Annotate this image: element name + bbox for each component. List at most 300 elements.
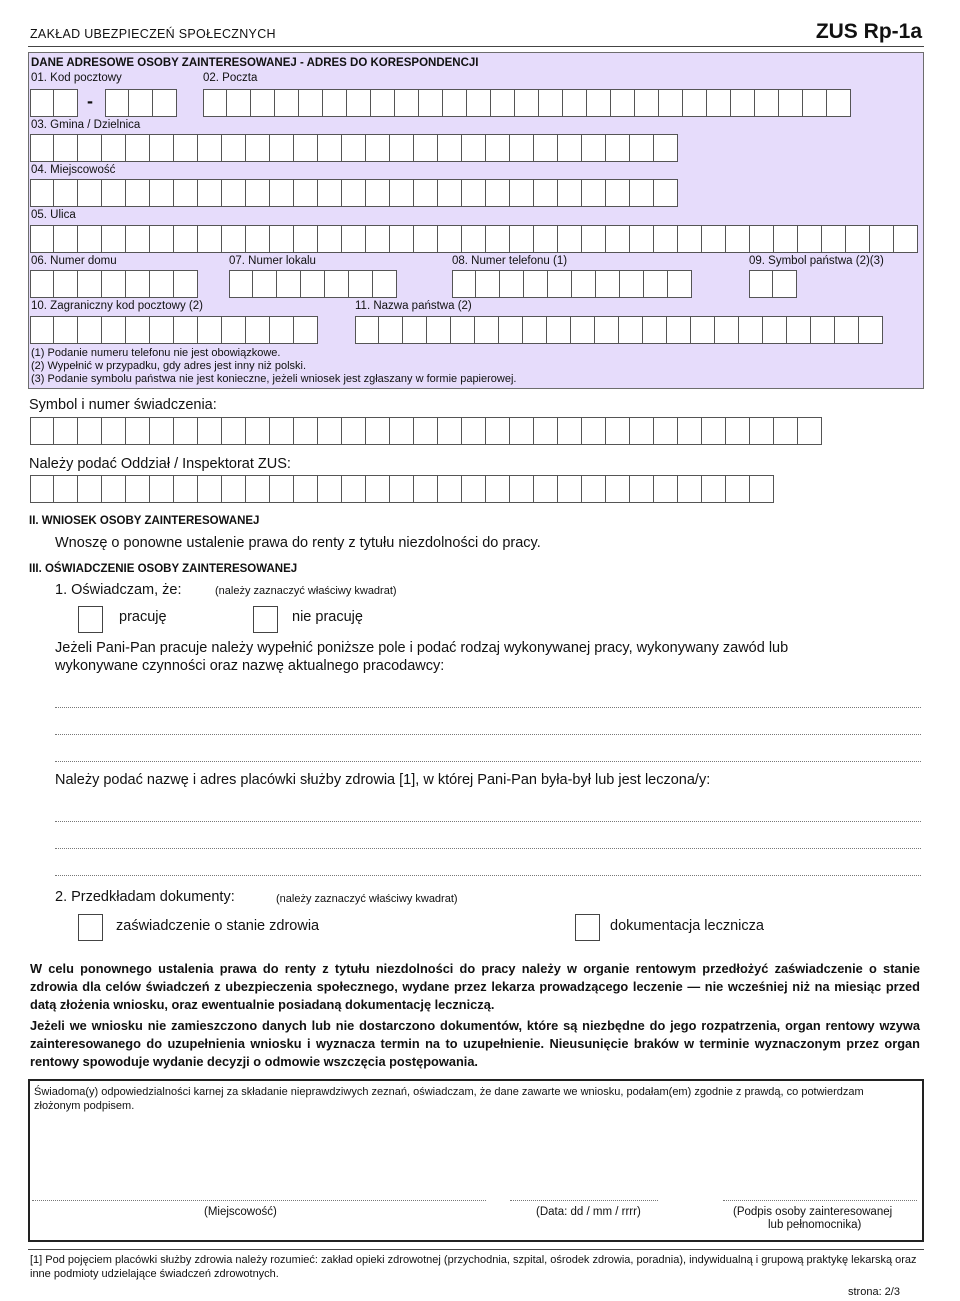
country-symbol-field[interactable]: [749, 270, 797, 298]
char-cell[interactable]: [606, 417, 630, 445]
medical-documentation-checkbox[interactable]: [575, 914, 600, 941]
char-cell[interactable]: [30, 270, 54, 298]
char-cell[interactable]: [294, 225, 318, 253]
char-cell[interactable]: [571, 316, 595, 344]
char-cell[interactable]: [325, 270, 349, 298]
char-cell[interactable]: [750, 417, 774, 445]
char-cell[interactable]: [270, 179, 294, 207]
char-cell[interactable]: [78, 225, 102, 253]
char-cell[interactable]: [174, 179, 198, 207]
char-cell[interactable]: [198, 225, 222, 253]
char-cell[interactable]: [755, 89, 779, 117]
char-cell[interactable]: [395, 89, 419, 117]
char-cell[interactable]: [635, 89, 659, 117]
char-cell[interactable]: [253, 270, 277, 298]
char-cell[interactable]: [707, 89, 731, 117]
char-cell[interactable]: [54, 475, 78, 503]
char-cell[interactable]: [534, 134, 558, 162]
char-cell[interactable]: [318, 475, 342, 503]
char-cell[interactable]: [811, 316, 835, 344]
char-cell[interactable]: [510, 134, 534, 162]
char-cell[interactable]: [499, 316, 523, 344]
char-cell[interactable]: [150, 475, 174, 503]
char-cell[interactable]: [150, 225, 174, 253]
char-cell[interactable]: [342, 179, 366, 207]
char-cell[interactable]: [678, 475, 702, 503]
char-cell[interactable]: [102, 417, 126, 445]
char-cell[interactable]: [301, 270, 325, 298]
char-cell[interactable]: [222, 316, 246, 344]
signature-caption-1: (Podpis osoby zainteresowanej: [733, 1206, 893, 1218]
char-cell[interactable]: [30, 475, 54, 503]
char-cell[interactable]: [438, 417, 462, 445]
char-cell[interactable]: [318, 134, 342, 162]
char-cell[interactable]: [150, 270, 174, 298]
char-cell[interactable]: [294, 475, 318, 503]
char-cell[interactable]: [30, 89, 54, 117]
char-cell[interactable]: [270, 225, 294, 253]
char-cell[interactable]: [390, 225, 414, 253]
char-cell[interactable]: [126, 316, 150, 344]
country-name-field[interactable]: [355, 316, 883, 344]
medical-documentation-label: dokumentacja lecznicza: [610, 918, 764, 934]
char-cell[interactable]: [414, 134, 438, 162]
char-cell[interactable]: [270, 134, 294, 162]
char-cell[interactable]: [126, 270, 150, 298]
health-answer-line-1[interactable]: [55, 821, 921, 822]
header-divider: [28, 46, 924, 47]
char-cell[interactable]: [654, 134, 678, 162]
char-cell[interactable]: [548, 270, 572, 298]
commune-label: 03. Gmina / Dzielnica: [31, 119, 141, 131]
char-cell[interactable]: [619, 316, 643, 344]
work-answer-line-2[interactable]: [55, 734, 921, 735]
work-answer-line-3[interactable]: [55, 761, 921, 762]
char-cell[interactable]: [582, 134, 606, 162]
char-cell[interactable]: [246, 179, 270, 207]
char-cell[interactable]: [366, 134, 390, 162]
char-cell[interactable]: [102, 225, 126, 253]
char-cell[interactable]: [349, 270, 373, 298]
char-cell[interactable]: [246, 134, 270, 162]
char-cell[interactable]: [366, 179, 390, 207]
char-cell[interactable]: [251, 89, 275, 117]
char-cell[interactable]: [246, 225, 270, 253]
char-cell[interactable]: [270, 417, 294, 445]
char-cell[interactable]: [667, 316, 691, 344]
char-cell[interactable]: [726, 475, 750, 503]
char-cell[interactable]: [390, 417, 414, 445]
footnote-text: [1] Pod pojęciem placówki służby zdrowia należy rozumieć: zakład opieki zdrowotnej (przychodnia, szpital, ośrodek zdrowia, poradnia), indywidualną i grupową praktykę lekarską oraz inne podmioty udzielające świadczeń zdrowotnych.: [30, 1254, 917, 1280]
char-cell[interactable]: [606, 475, 630, 503]
signature-field[interactable]: [723, 1200, 917, 1201]
char-cell[interactable]: [547, 316, 571, 344]
char-cell[interactable]: [476, 270, 500, 298]
char-cell[interactable]: [229, 270, 253, 298]
char-cell[interactable]: [558, 475, 582, 503]
char-cell[interactable]: [222, 225, 246, 253]
statement-1-hint: (należy zaznaczyć właściwy kwadrat): [215, 585, 397, 597]
char-cell[interactable]: [443, 89, 467, 117]
char-cell[interactable]: [150, 134, 174, 162]
benefit-symbol-field[interactable]: [30, 417, 822, 445]
char-cell[interactable]: [78, 270, 102, 298]
char-cell[interactable]: [822, 225, 846, 253]
char-cell[interactable]: [299, 89, 323, 117]
char-cell[interactable]: [222, 475, 246, 503]
char-cell[interactable]: [371, 89, 395, 117]
char-cell[interactable]: [678, 225, 702, 253]
char-cell[interactable]: [702, 475, 726, 503]
char-cell[interactable]: [534, 417, 558, 445]
char-cell[interactable]: [294, 417, 318, 445]
char-cell[interactable]: [246, 316, 270, 344]
char-cell[interactable]: [582, 179, 606, 207]
char-cell[interactable]: [678, 417, 702, 445]
char-cell[interactable]: [438, 134, 462, 162]
char-cell[interactable]: [323, 89, 347, 117]
work-instruction-line-2: wykonywane czynności oraz nazwę aktualnego pracodawcy:: [55, 658, 445, 674]
signature-caption-2: lub pełnomocnika): [768, 1219, 862, 1231]
char-cell[interactable]: [486, 134, 510, 162]
char-cell[interactable]: [558, 417, 582, 445]
char-cell[interactable]: [222, 134, 246, 162]
char-cell[interactable]: [174, 270, 198, 298]
char-cell[interactable]: [318, 179, 342, 207]
char-cell[interactable]: [78, 179, 102, 207]
place-field[interactable]: [32, 1200, 486, 1201]
char-cell[interactable]: [683, 89, 707, 117]
char-cell[interactable]: [558, 179, 582, 207]
char-cell[interactable]: [630, 417, 654, 445]
char-cell[interactable]: [452, 270, 476, 298]
char-cell[interactable]: [835, 316, 859, 344]
postal-code-label: 01. Kod pocztowy: [31, 72, 122, 84]
char-cell[interactable]: [438, 225, 462, 253]
char-cell[interactable]: [30, 179, 54, 207]
char-cell[interactable]: [726, 225, 750, 253]
char-cell[interactable]: [153, 89, 177, 117]
char-cell[interactable]: [30, 134, 54, 162]
char-cell[interactable]: [500, 270, 524, 298]
char-cell[interactable]: [534, 475, 558, 503]
page-number: strona: 2/3: [848, 1286, 900, 1298]
char-cell[interactable]: [739, 316, 763, 344]
char-cell[interactable]: [366, 225, 390, 253]
char-cell[interactable]: [630, 225, 654, 253]
char-cell[interactable]: [438, 179, 462, 207]
country-name-label: 11. Nazwa państwa (2): [355, 300, 472, 312]
char-cell[interactable]: [438, 475, 462, 503]
char-cell[interactable]: [277, 270, 301, 298]
char-cell[interactable]: [78, 134, 102, 162]
char-cell[interactable]: [523, 316, 547, 344]
char-cell[interactable]: [174, 316, 198, 344]
char-cell[interactable]: [347, 89, 371, 117]
date-caption: (Data: dd / mm / rrrr): [536, 1206, 641, 1218]
char-cell[interactable]: [126, 179, 150, 207]
char-cell[interactable]: [803, 89, 827, 117]
form-code: ZUS Rp-1a: [815, 20, 922, 43]
char-cell[interactable]: [462, 134, 486, 162]
char-cell[interactable]: [78, 475, 102, 503]
health-certificate-checkbox[interactable]: [78, 914, 103, 941]
char-cell[interactable]: [54, 417, 78, 445]
char-cell[interactable]: [798, 225, 822, 253]
char-cell[interactable]: [203, 89, 227, 117]
char-cell[interactable]: [491, 89, 515, 117]
char-cell[interactable]: [539, 89, 563, 117]
char-cell[interactable]: [787, 316, 811, 344]
phone-number-field[interactable]: [452, 270, 692, 298]
char-cell[interactable]: [486, 417, 510, 445]
char-cell[interactable]: [198, 417, 222, 445]
char-cell[interactable]: [510, 225, 534, 253]
char-cell[interactable]: [486, 475, 510, 503]
char-cell[interactable]: [534, 179, 558, 207]
not-working-checkbox[interactable]: [253, 606, 278, 633]
char-cell[interactable]: [342, 225, 366, 253]
char-cell[interactable]: [587, 89, 611, 117]
char-cell[interactable]: [846, 225, 870, 253]
char-cell[interactable]: [342, 417, 366, 445]
address-note-2: (2) Wypełnić w przypadku, gdy adres jest inny niż polski.: [31, 360, 307, 372]
char-cell[interactable]: [750, 225, 774, 253]
foreign-postal-code-field[interactable]: [30, 316, 318, 344]
char-cell[interactable]: [419, 89, 443, 117]
work-answer-line-1[interactable]: [55, 707, 921, 708]
char-cell[interactable]: [414, 225, 438, 253]
char-cell[interactable]: [126, 225, 150, 253]
char-cell[interactable]: [606, 134, 630, 162]
commune-field[interactable]: [30, 134, 678, 162]
char-cell[interactable]: [726, 417, 750, 445]
char-cell[interactable]: [78, 417, 102, 445]
char-cell[interactable]: [582, 225, 606, 253]
char-cell[interactable]: [294, 179, 318, 207]
char-cell[interactable]: [731, 89, 755, 117]
char-cell[interactable]: [643, 316, 667, 344]
char-cell[interactable]: [486, 225, 510, 253]
institution-name: ZAKŁAD UBEZPIECZEŃ SPOŁECZNYCH: [30, 27, 276, 41]
char-cell[interactable]: [558, 225, 582, 253]
char-cell[interactable]: [620, 270, 644, 298]
char-cell[interactable]: [654, 475, 678, 503]
char-cell[interactable]: [558, 134, 582, 162]
char-cell[interactable]: [373, 270, 397, 298]
char-cell[interactable]: [475, 316, 499, 344]
char-cell[interactable]: [174, 475, 198, 503]
postal-code-part2-field[interactable]: [105, 89, 177, 117]
char-cell[interactable]: [654, 179, 678, 207]
char-cell[interactable]: [342, 134, 366, 162]
char-cell[interactable]: [414, 179, 438, 207]
char-cell[interactable]: [366, 417, 390, 445]
char-cell[interactable]: [270, 316, 294, 344]
char-cell[interactable]: [715, 316, 739, 344]
char-cell[interactable]: [390, 134, 414, 162]
char-cell[interactable]: [414, 417, 438, 445]
char-cell[interactable]: [462, 225, 486, 253]
char-cell[interactable]: [222, 417, 246, 445]
apartment-number-field[interactable]: [229, 270, 397, 298]
char-cell[interactable]: [524, 270, 548, 298]
char-cell[interactable]: [174, 417, 198, 445]
statement-2-label: 2. Przedkładam dokumenty:: [55, 889, 235, 905]
char-cell[interactable]: [174, 134, 198, 162]
char-cell[interactable]: [763, 316, 787, 344]
char-cell[interactable]: [54, 316, 78, 344]
char-cell[interactable]: [174, 225, 198, 253]
statement-2-hint: (należy zaznaczyć właściwy kwadrat): [276, 893, 458, 905]
char-cell[interactable]: [659, 89, 683, 117]
char-cell[interactable]: [54, 89, 78, 117]
char-cell[interactable]: [54, 225, 78, 253]
char-cell[interactable]: [270, 475, 294, 503]
char-cell[interactable]: [773, 270, 797, 298]
char-cell[interactable]: [451, 316, 475, 344]
char-cell[interactable]: [582, 475, 606, 503]
char-cell[interactable]: [126, 475, 150, 503]
char-cell[interactable]: [606, 225, 630, 253]
char-cell[interactable]: [702, 225, 726, 253]
char-cell[interactable]: [403, 316, 427, 344]
char-cell[interactable]: [198, 179, 222, 207]
char-cell[interactable]: [198, 134, 222, 162]
house-number-field[interactable]: [30, 270, 198, 298]
char-cell[interactable]: [150, 417, 174, 445]
char-cell[interactable]: [294, 134, 318, 162]
char-cell[interactable]: [894, 225, 918, 253]
char-cell[interactable]: [596, 270, 620, 298]
char-cell[interactable]: [390, 475, 414, 503]
char-cell[interactable]: [644, 270, 668, 298]
char-cell[interactable]: [227, 89, 251, 117]
char-cell[interactable]: [355, 316, 379, 344]
char-cell[interactable]: [749, 270, 773, 298]
char-cell[interactable]: [630, 134, 654, 162]
section-2-title: II. WNIOSEK OSOBY ZAINTERESOWANEJ: [29, 515, 260, 527]
char-cell[interactable]: [827, 89, 851, 117]
char-cell[interactable]: [102, 475, 126, 503]
city-field[interactable]: [30, 179, 678, 207]
char-cell[interactable]: [534, 225, 558, 253]
char-cell[interactable]: [30, 316, 54, 344]
apartment-number-label: 07. Numer lokalu: [229, 255, 316, 267]
char-cell[interactable]: [318, 417, 342, 445]
char-cell[interactable]: [510, 475, 534, 503]
char-cell[interactable]: [342, 475, 366, 503]
char-cell[interactable]: [462, 475, 486, 503]
char-cell[interactable]: [606, 179, 630, 207]
char-cell[interactable]: [427, 316, 451, 344]
char-cell[interactable]: [102, 316, 126, 344]
char-cell[interactable]: [102, 134, 126, 162]
char-cell[interactable]: [105, 89, 129, 117]
char-cell[interactable]: [126, 417, 150, 445]
info-paragraph-1: W celu ponownego ustalenia prawa do renty z tytułu niezdolności do pracy należy w organie rentowym przedłożyć zaświadczenie o stanie zdrowia dla celów świadczeń z ubezpieczenia społecznego, wydane przez lekarza prowadzącego leczenie — nie wcześniej niż na miesiąc przed datą złożenia wniosku, oraz ewentualnie posiadaną dokumentację leczniczą.: [30, 961, 920, 1012]
char-cell[interactable]: [150, 316, 174, 344]
char-cell[interactable]: [467, 89, 491, 117]
char-cell[interactable]: [486, 179, 510, 207]
char-cell[interactable]: [78, 316, 102, 344]
char-cell[interactable]: [515, 89, 539, 117]
char-cell[interactable]: [54, 270, 78, 298]
char-cell[interactable]: [859, 316, 883, 344]
char-cell[interactable]: [54, 179, 78, 207]
city-label: 04. Miejscowość: [31, 164, 116, 176]
char-cell[interactable]: [774, 417, 798, 445]
char-cell[interactable]: [654, 225, 678, 253]
char-cell[interactable]: [668, 270, 692, 298]
date-field[interactable]: [510, 1200, 658, 1201]
country-symbol-label: 09. Symbol państwa (2)(3): [749, 255, 884, 267]
char-cell[interactable]: [510, 417, 534, 445]
char-cell[interactable]: [691, 316, 715, 344]
char-cell[interactable]: [275, 89, 299, 117]
char-cell[interactable]: [462, 179, 486, 207]
char-cell[interactable]: [572, 270, 596, 298]
zus-branch-field[interactable]: [30, 475, 774, 503]
char-cell[interactable]: [366, 475, 390, 503]
working-label: pracuję: [119, 609, 167, 625]
char-cell[interactable]: [318, 225, 342, 253]
health-answer-line-3[interactable]: [55, 875, 921, 876]
char-cell[interactable]: [779, 89, 803, 117]
char-cell[interactable]: [222, 179, 246, 207]
char-cell[interactable]: [198, 316, 222, 344]
char-cell[interactable]: [563, 89, 587, 117]
char-cell[interactable]: [150, 179, 174, 207]
address-section-title: DANE ADRESOWE OSOBY ZAINTERESOWANEJ - ADRES DO KORESPONDENCJI: [31, 57, 479, 69]
postal-code-part1-field[interactable]: [30, 89, 78, 117]
char-cell[interactable]: [390, 179, 414, 207]
char-cell[interactable]: [30, 417, 54, 445]
char-cell[interactable]: [654, 417, 678, 445]
char-cell[interactable]: [870, 225, 894, 253]
char-cell[interactable]: [595, 316, 619, 344]
char-cell[interactable]: [102, 179, 126, 207]
char-cell[interactable]: [246, 475, 270, 503]
char-cell[interactable]: [30, 225, 54, 253]
char-cell[interactable]: [54, 134, 78, 162]
char-cell[interactable]: [798, 417, 822, 445]
char-cell[interactable]: [102, 270, 126, 298]
char-cell[interactable]: [774, 225, 798, 253]
char-cell[interactable]: [462, 417, 486, 445]
char-cell[interactable]: [750, 475, 774, 503]
health-answer-line-2[interactable]: [55, 848, 921, 849]
application-text: Wnoszę o ponowne ustalenie prawa do renty z tytułu niezdolności do pracy.: [55, 535, 541, 551]
char-cell[interactable]: [379, 316, 403, 344]
char-cell[interactable]: [246, 417, 270, 445]
char-cell[interactable]: [611, 89, 635, 117]
char-cell[interactable]: [414, 475, 438, 503]
char-cell[interactable]: [198, 475, 222, 503]
char-cell[interactable]: [702, 417, 726, 445]
street-field[interactable]: [30, 225, 918, 253]
char-cell[interactable]: [126, 134, 150, 162]
char-cell[interactable]: [510, 179, 534, 207]
working-checkbox[interactable]: [78, 606, 103, 633]
post-office-field[interactable]: [203, 89, 851, 117]
char-cell[interactable]: [294, 316, 318, 344]
char-cell[interactable]: [630, 179, 654, 207]
char-cell[interactable]: [129, 89, 153, 117]
health-certificate-label: zaświadczenie o stanie zdrowia: [116, 918, 320, 934]
char-cell[interactable]: [582, 417, 606, 445]
char-cell[interactable]: [630, 475, 654, 503]
